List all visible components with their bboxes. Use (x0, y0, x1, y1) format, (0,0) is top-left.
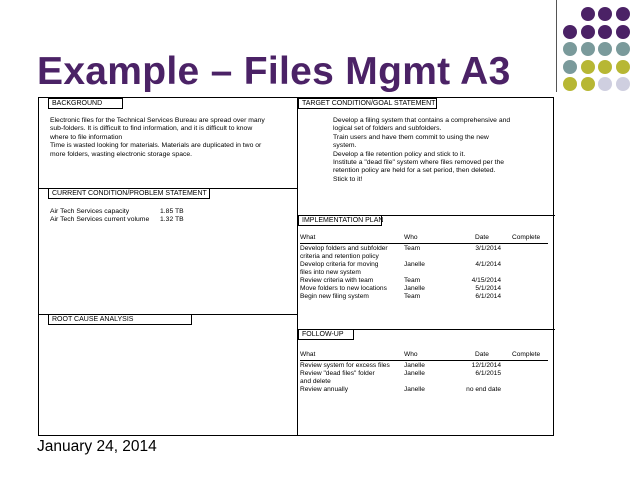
decor-divider-line (556, 0, 557, 92)
decor-dot (598, 7, 612, 21)
col-who-header: Who (404, 234, 418, 241)
background-paragraph-2: Time is wasted looking for materials. Materials are duplicated in two or more folders, wasting electronic storage space. (50, 142, 262, 158)
row-who: Team (404, 293, 421, 300)
target-line: Stick to it! (333, 175, 363, 183)
header-underline (300, 243, 548, 244)
target-line: Institute a "dead file" system where files removed per the (333, 159, 505, 167)
root-cause-label: ROOT CAUSE ANALYSIS (48, 314, 192, 325)
decor-dot (616, 60, 630, 74)
current-condition-label: CURRENT CONDITION/PROBLEM STATEMENT (48, 188, 210, 199)
current-condition-volume-name: Air Tech Services current volume (50, 216, 150, 223)
row-date: 4/1/2014 (475, 261, 501, 268)
row-what: criteria and retention policy (300, 253, 379, 260)
table-row (300, 386, 548, 394)
table-row (300, 261, 548, 269)
col-complete-header: Complete (512, 351, 541, 358)
table-row (300, 269, 548, 277)
decor-dot (563, 25, 577, 39)
target-line: Train users and have them commit to using the new (333, 133, 489, 141)
target-line: retention policy are held for a set period, then deleted. (333, 167, 496, 175)
slide-title: Example – Files Mgmt A3 (37, 50, 511, 93)
a3-form (38, 97, 554, 436)
background-label: BACKGROUND (48, 98, 123, 109)
row-who: Team (404, 245, 421, 252)
decor-dot (616, 77, 630, 91)
decor-dot (598, 60, 612, 74)
table-row (300, 362, 548, 370)
implementation-table (300, 234, 548, 329)
target-line: logical set of folders and subfolders. (333, 125, 442, 133)
decor-dot (598, 77, 612, 91)
implementation-plan-label: IMPLEMENTATION PLAN (298, 215, 382, 226)
decor-dot (616, 25, 630, 39)
row-date: 5/1/2014 (475, 285, 501, 292)
decor-dot (563, 42, 577, 56)
row-what: Review system for excess files (300, 362, 390, 369)
decor-dot (581, 25, 595, 39)
row-what: Move folders to new locations (300, 285, 387, 292)
decor-dot (581, 42, 595, 56)
row-date: 3/1/2014 (475, 245, 501, 252)
row-who: Janelle (404, 370, 425, 377)
current-condition-volume-value: 1.32 TB (160, 216, 184, 223)
col-date-header: Date (475, 351, 489, 358)
target-condition-label: TARGET CONDITION/GOAL STATEMENT (298, 98, 437, 109)
target-condition-text (333, 117, 548, 184)
target-line: Develop a file retention policy and stick to it. (333, 150, 466, 158)
background-text (50, 117, 268, 159)
col-complete-header: Complete (512, 234, 541, 241)
slide-date: January 24, 2014 (37, 438, 157, 455)
table-row (300, 370, 548, 378)
row-what: files into new system (300, 269, 361, 276)
row-what: Review annually (300, 386, 349, 393)
row-date: 6/1/2014 (475, 293, 501, 300)
row-who: Janelle (404, 285, 425, 292)
col-what-header: What (300, 234, 316, 241)
table-row (300, 253, 548, 261)
col-who-header: Who (404, 351, 418, 358)
follow-up-label: FOLLOW-UP (298, 329, 354, 340)
row-who: Janelle (404, 386, 425, 393)
row-date: 4/15/2014 (471, 277, 501, 284)
decor-dot (581, 7, 595, 21)
row-who: Team (404, 277, 421, 284)
decor-dot (563, 60, 577, 74)
col-what-header: What (300, 351, 316, 358)
a3-column-divider (297, 98, 298, 435)
table-row (300, 285, 548, 293)
background-paragraph-1: Electronic files for the Technical Services Bureau are spread over many sub-folders. It is difficult to find information, and it is difficult to know where to file information (50, 117, 265, 141)
col-date-header: Date (475, 234, 489, 241)
row-what: Develop folders and subfolder (300, 245, 388, 252)
row-who: Janelle (404, 362, 425, 369)
current-condition-capacity-name: Air Tech Services capacity (50, 208, 130, 215)
target-line: system. (333, 142, 357, 150)
table-row (300, 245, 548, 253)
table-row (300, 378, 548, 386)
table-row (300, 277, 548, 285)
row-what: Begin new filing system (300, 293, 369, 300)
decor-dot (598, 42, 612, 56)
implementation-header-row (300, 234, 548, 242)
row-date: no end date (466, 386, 501, 393)
decor-dot (616, 7, 630, 21)
follow-up-header-row (300, 351, 548, 359)
row-what: Review "dead files" folder (300, 370, 375, 377)
row-date: 6/1/2015 (475, 370, 501, 377)
decor-dot (598, 25, 612, 39)
decor-dot (581, 77, 595, 91)
row-what: Review criteria with team (300, 277, 374, 284)
follow-up-table (300, 351, 548, 411)
header-underline (300, 360, 548, 361)
decor-dot (563, 77, 577, 91)
row-what: and delete (300, 378, 331, 385)
decor-dot (581, 60, 595, 74)
row-date: 12/1/2014 (471, 362, 501, 369)
table-row (300, 293, 548, 301)
decor-dot (616, 42, 630, 56)
current-condition-capacity-value: 1.85 TB (160, 208, 184, 215)
target-line: Develop a filing system that contains a comprehensive and (333, 117, 511, 124)
row-who: Janelle (404, 261, 425, 268)
row-what: Develop criteria for moving (300, 261, 379, 268)
